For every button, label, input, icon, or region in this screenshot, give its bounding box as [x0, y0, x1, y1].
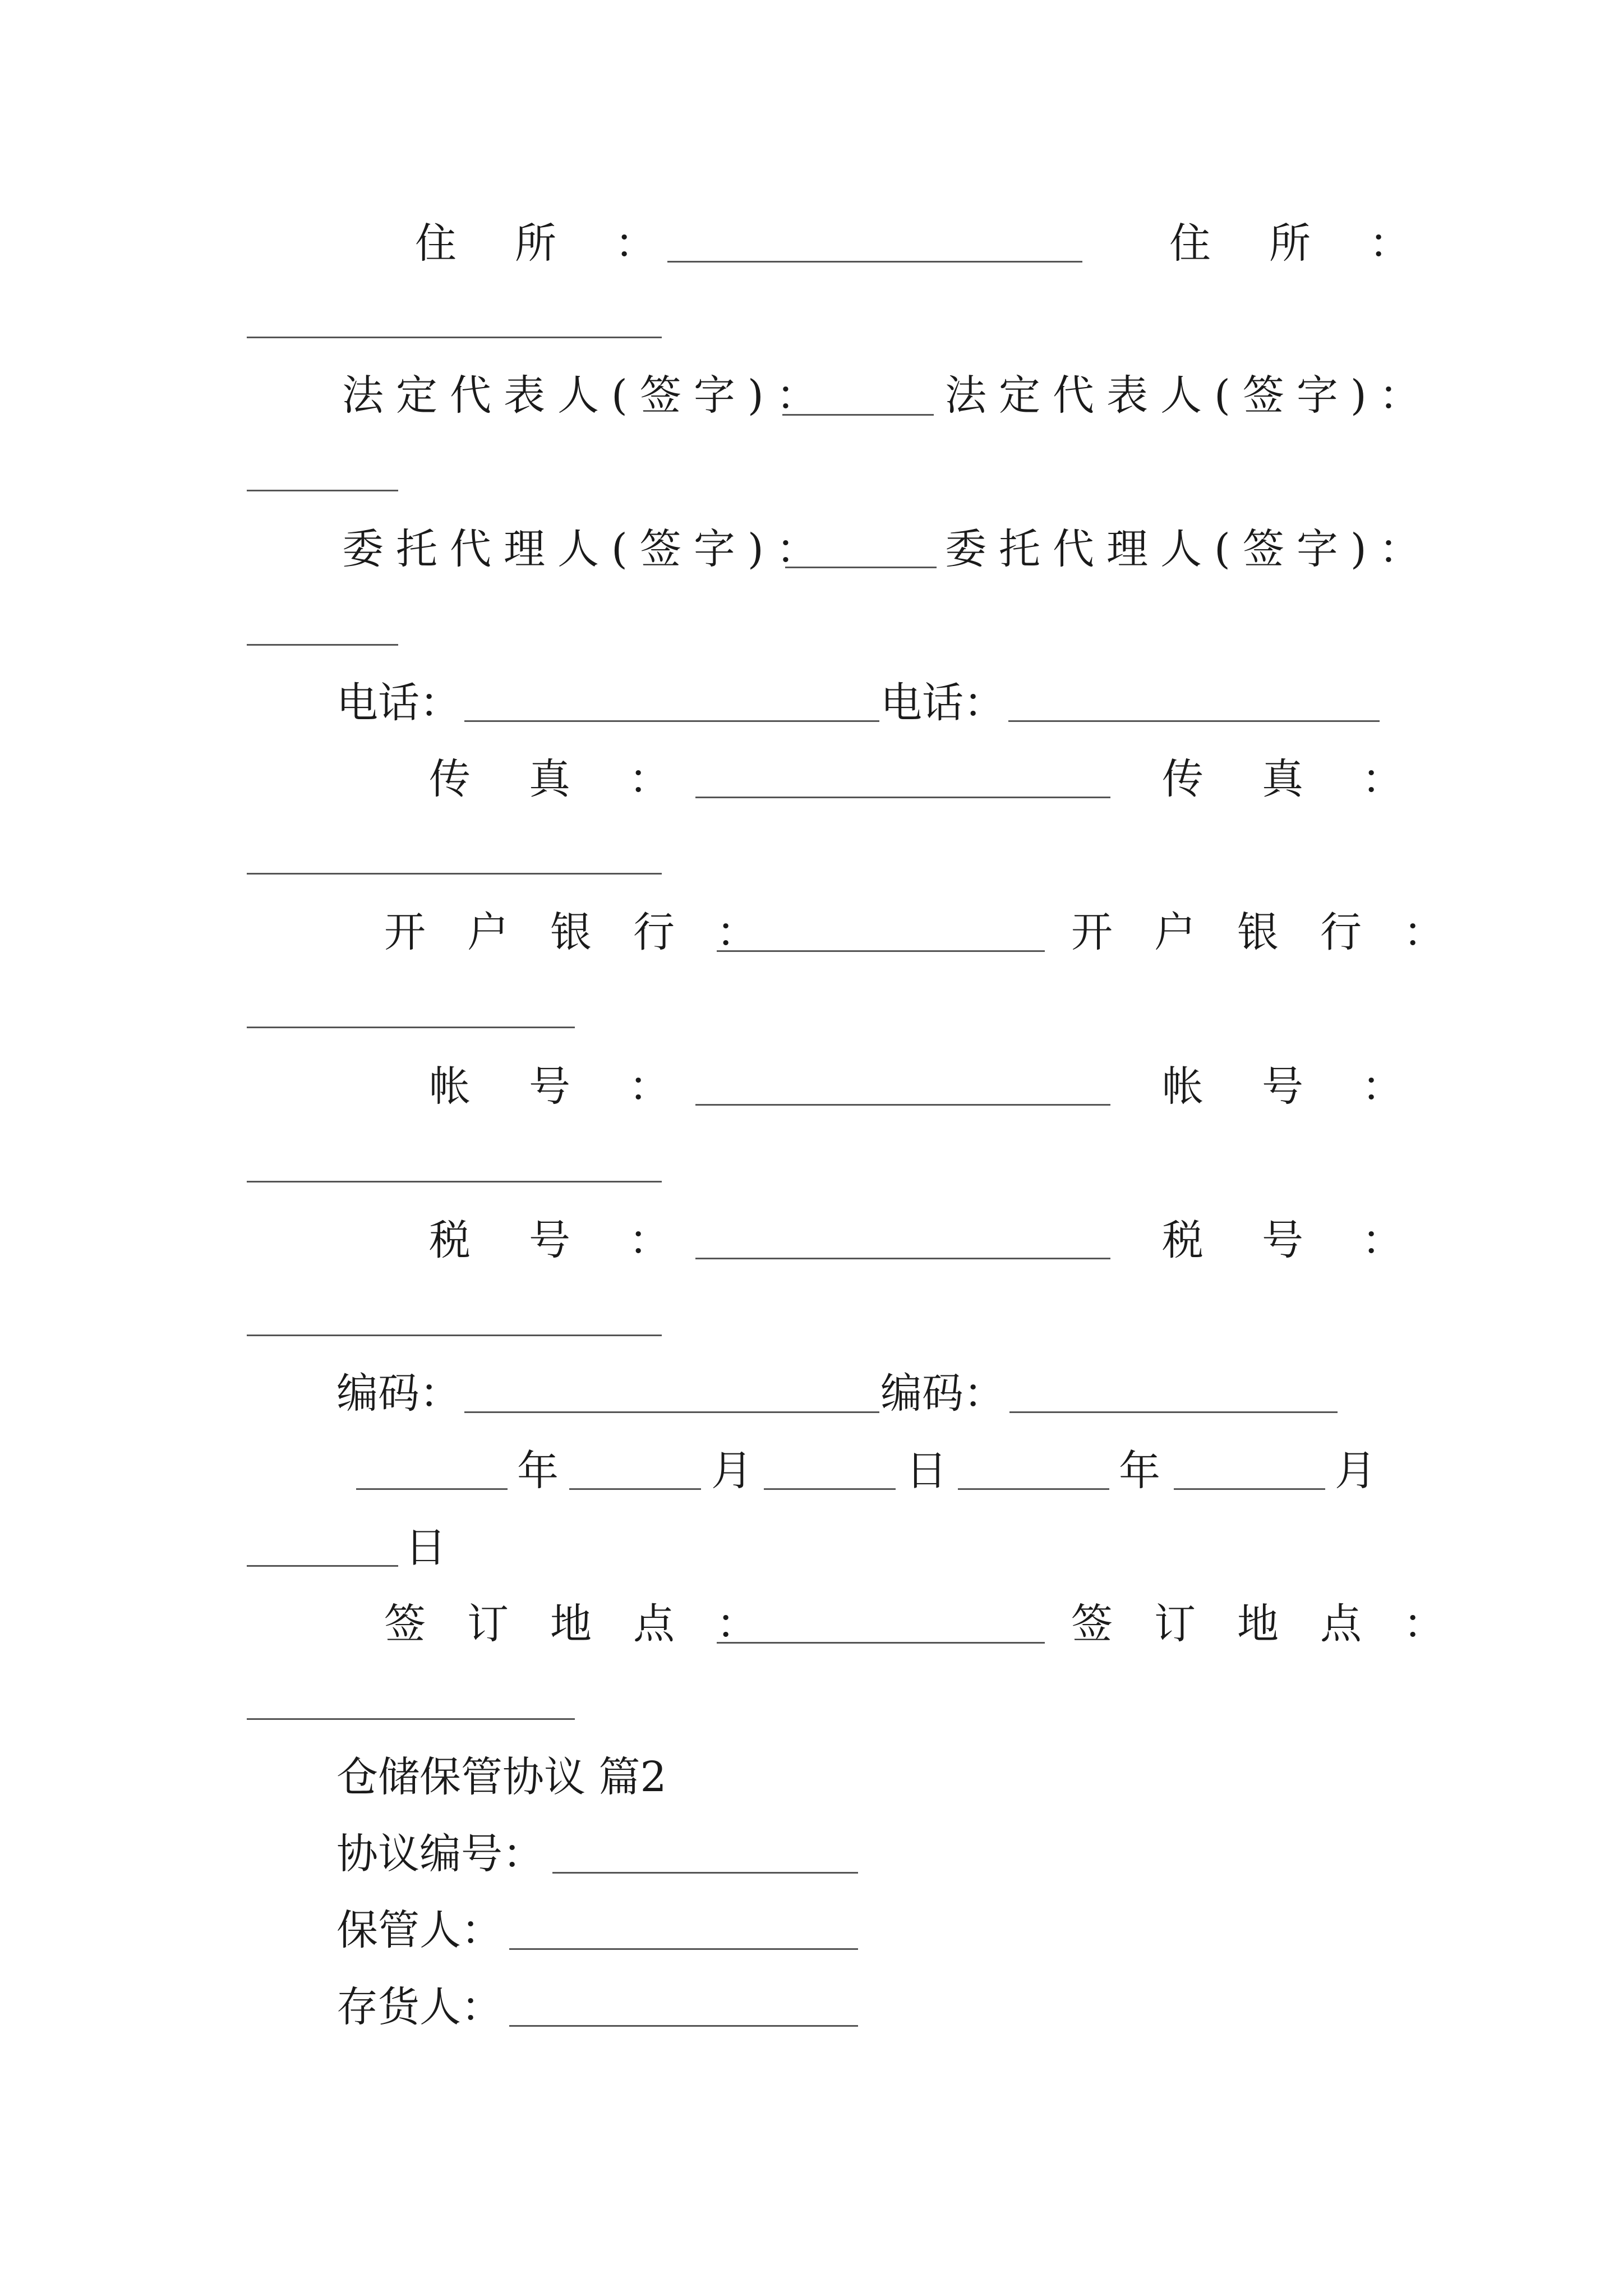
account-blank-right[interactable] — [247, 1181, 662, 1182]
agent-blank-left[interactable] — [785, 567, 937, 568]
agent-blank-right[interactable] — [247, 644, 398, 646]
sign-place-label-left: 签订地点： — [384, 1600, 799, 1648]
account-label-left: 帐号： — [429, 1062, 728, 1111]
date-month-right: 月 — [1335, 1447, 1376, 1495]
bank-label-right: 开户银行： — [1071, 908, 1486, 956]
bank-label-left: 开户银行： — [384, 908, 799, 956]
tax-label-right: 税号： — [1162, 1216, 1461, 1264]
date-year-right: 年 — [1119, 1447, 1160, 1495]
address-blank-left[interactable] — [667, 261, 1082, 263]
depositor-blank[interactable] — [509, 2025, 858, 2027]
legal-rep-blank-left[interactable] — [782, 414, 934, 416]
account-blank-left[interactable] — [695, 1104, 1110, 1106]
keeper-blank[interactable] — [509, 1948, 858, 1950]
phone-blank-left[interactable] — [464, 720, 879, 722]
date-day-blank-right[interactable] — [247, 1565, 398, 1567]
date-year-left: 年 — [517, 1447, 559, 1495]
agent-label-right: 委托代理人(签字)： — [945, 525, 1433, 573]
sign-place-blank-left[interactable] — [717, 1642, 1045, 1644]
tax-blank-right[interactable] — [247, 1335, 662, 1336]
postcode-label-left: 编码： — [336, 1369, 461, 1418]
date-day-right: 日 — [405, 1524, 446, 1572]
date-month-blank-left[interactable] — [569, 1488, 701, 1490]
legal-rep-label-right: 法定代表人(签字)： — [945, 371, 1433, 420]
agreement-no-blank[interactable] — [552, 1872, 858, 1874]
tax-blank-left[interactable] — [695, 1258, 1110, 1259]
postcode-blank-left[interactable] — [464, 1411, 879, 1413]
phone-label-left: 电话： — [336, 679, 461, 727]
phone-blank-right[interactable] — [1008, 720, 1380, 722]
depositor-label: 存货人： — [336, 1983, 502, 2031]
bank-blank-right[interactable] — [247, 1027, 575, 1028]
legal-rep-label-left: 法定代表人(签字)： — [342, 371, 830, 420]
fax-blank-left[interactable] — [695, 797, 1110, 798]
sign-place-label-right: 签订地点： — [1071, 1600, 1486, 1648]
agreement-no-label: 协议编号： — [336, 1830, 544, 1878]
date-day-left: 日 — [906, 1447, 947, 1495]
postcode-blank-right[interactable] — [1009, 1411, 1338, 1413]
date-year-blank-right[interactable] — [958, 1488, 1109, 1490]
fax-label-right: 传真： — [1162, 755, 1461, 803]
address-blank-right[interactable] — [247, 337, 662, 338]
address-label-left: 住所： — [415, 219, 714, 268]
bank-blank-left[interactable] — [717, 950, 1045, 952]
date-year-blank-left[interactable] — [356, 1488, 508, 1490]
postcode-label-right: 编码： — [880, 1369, 1005, 1418]
tax-label-left: 税号： — [429, 1216, 728, 1264]
date-month-blank-right[interactable] — [1174, 1488, 1325, 1490]
address-label-right: 住所： — [1169, 219, 1469, 268]
fax-blank-right[interactable] — [247, 873, 662, 875]
fax-label-left: 传真： — [429, 755, 728, 803]
legal-rep-blank-right[interactable] — [247, 490, 398, 491]
sign-place-blank-right[interactable] — [247, 1718, 575, 1720]
account-label-right: 帐号： — [1162, 1062, 1461, 1111]
phone-label-right: 电话： — [880, 679, 1005, 727]
section2-title: 仓储保管协议 篇2 — [336, 1753, 667, 1801]
agent-label-left: 委托代理人(签字)： — [342, 525, 830, 573]
date-day-blank-left[interactable] — [764, 1488, 896, 1490]
keeper-label: 保管人： — [336, 1906, 502, 1954]
date-month-left: 月 — [711, 1447, 753, 1495]
